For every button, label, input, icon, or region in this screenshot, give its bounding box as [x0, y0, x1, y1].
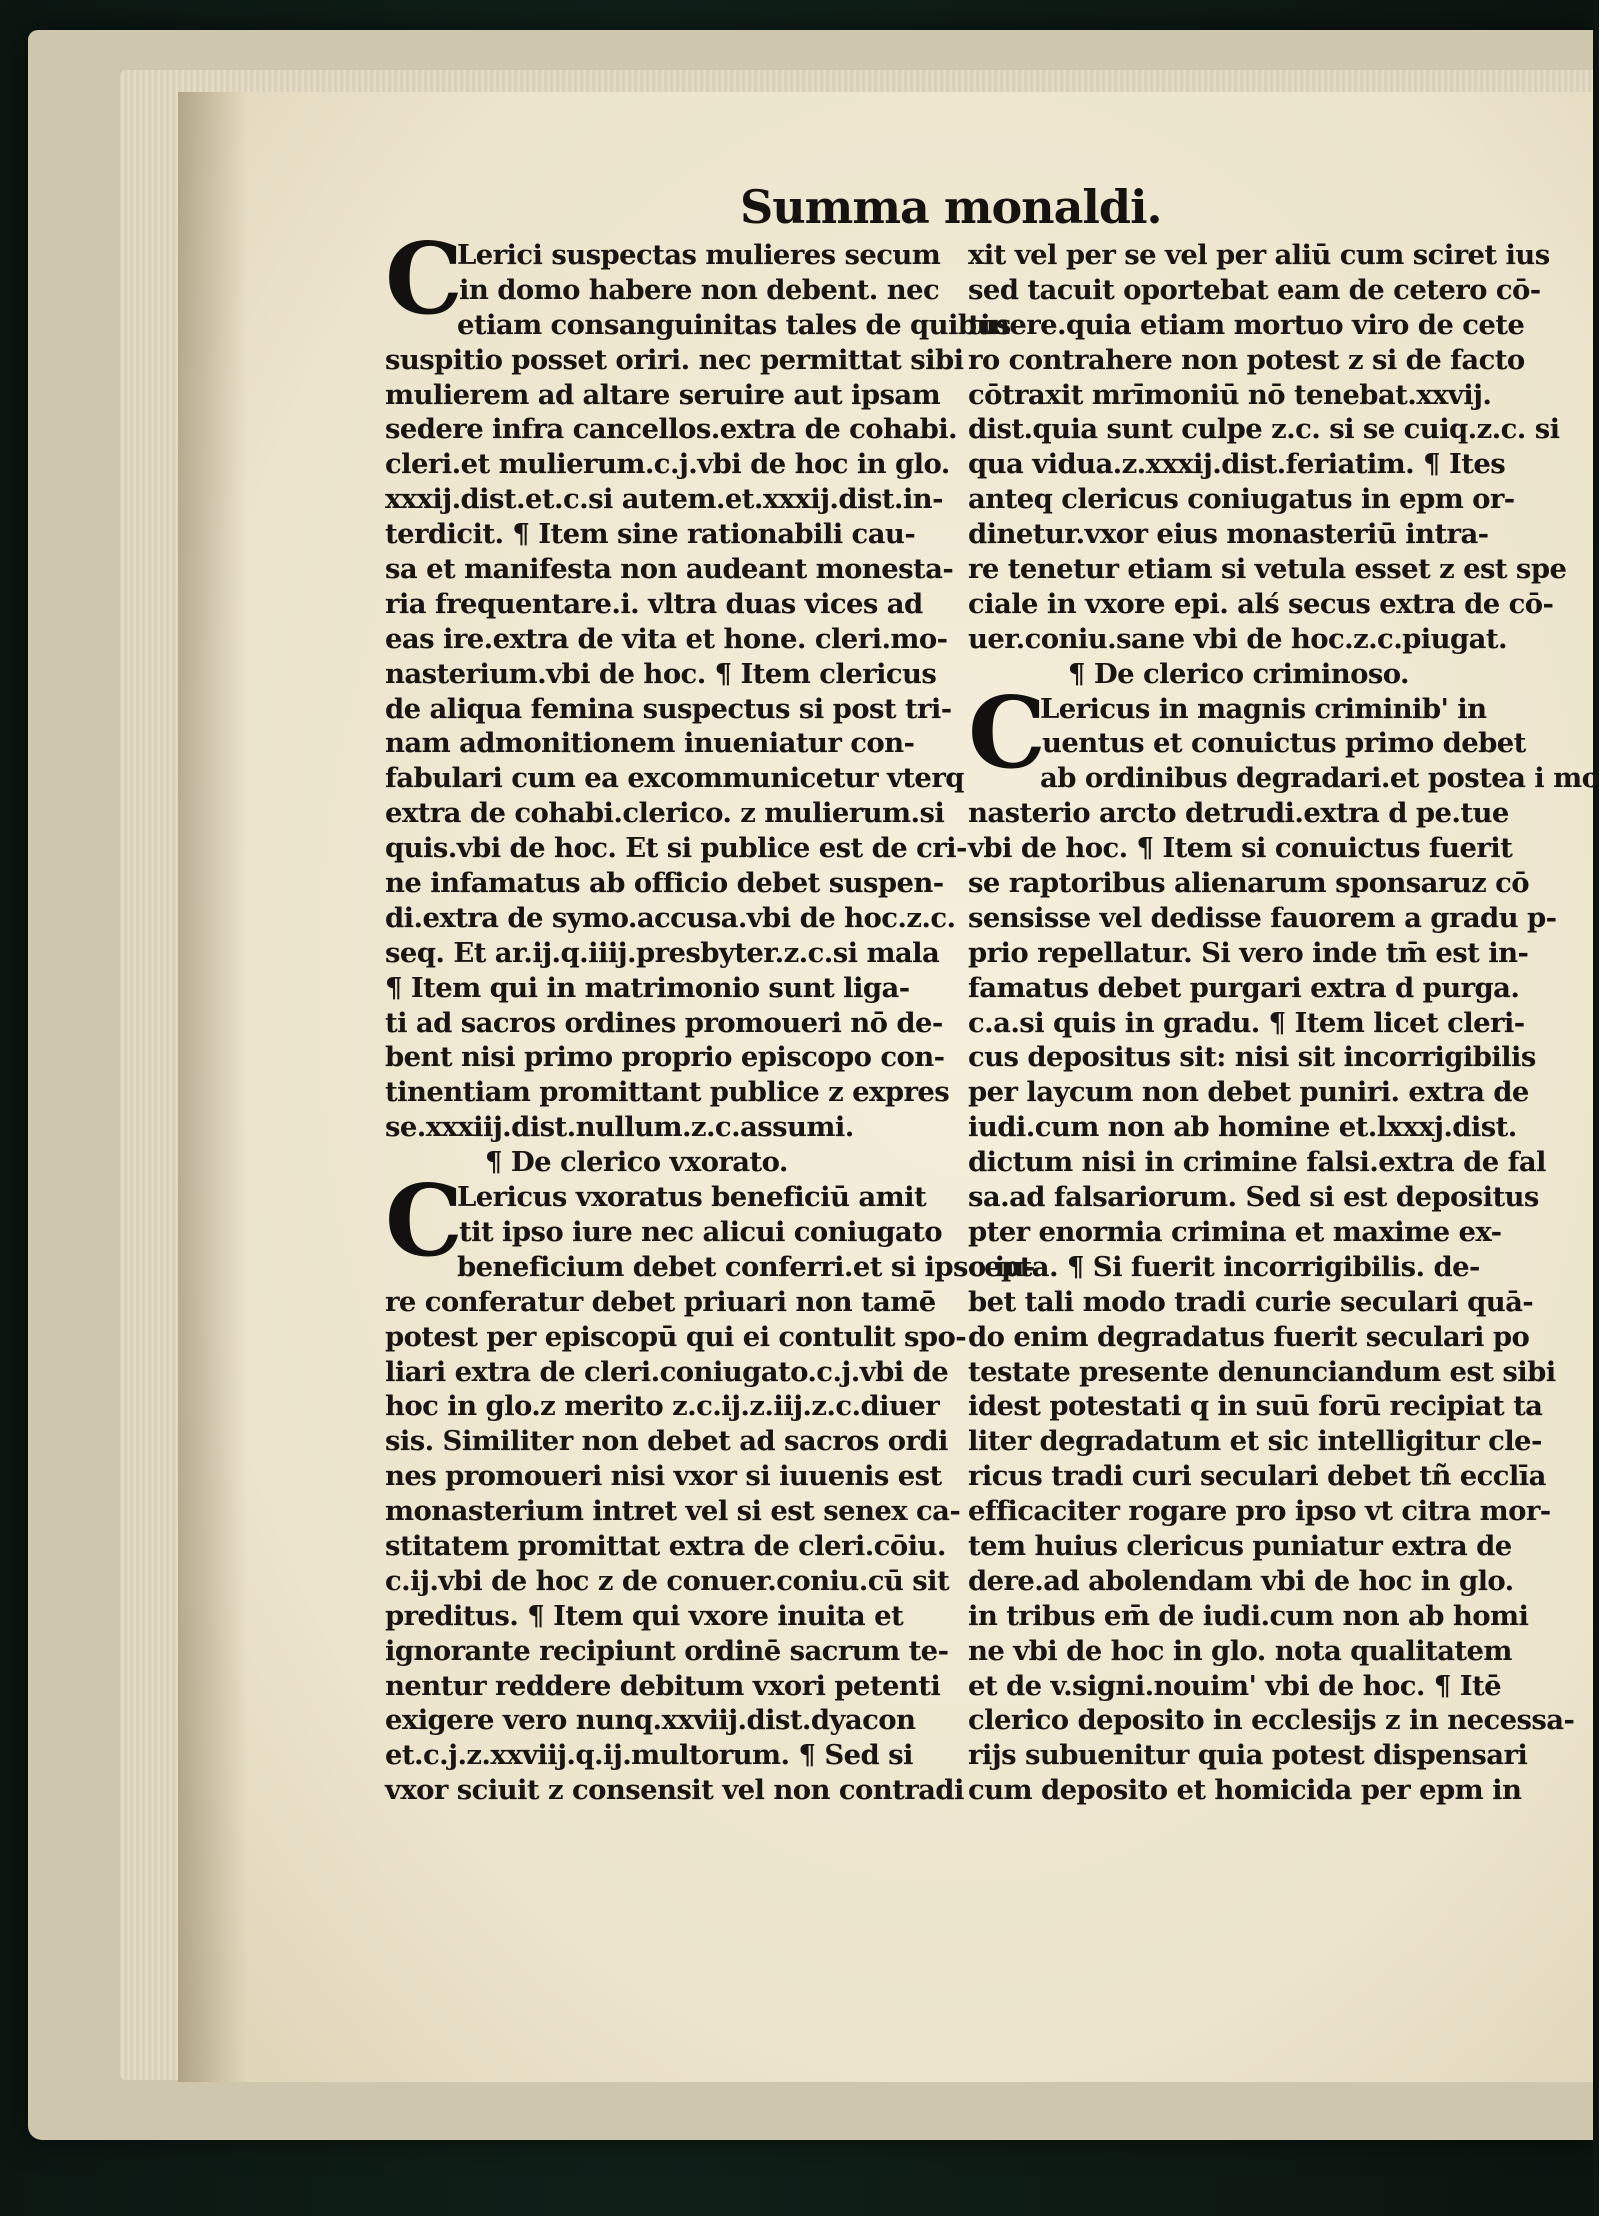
- line-text: tem huius clericus puniatur extra de: [968, 1529, 1512, 1562]
- text-line: [968, 1529, 1533, 1564]
- line-text: ciale in vxore epi. alś secus extra de cō-: [968, 587, 1554, 620]
- text-line: [385, 1285, 950, 1320]
- drop-initial: C: [385, 1164, 463, 1280]
- line-text: di.extra de symo.accusa.vbi de hoc.z.c.: [385, 901, 956, 934]
- text-line: [968, 831, 1533, 866]
- line-text: terdicit. ¶ Item sine rationabili cau-: [385, 518, 916, 551]
- text-line: [968, 761, 1599, 796]
- line-text: mulierem ad altare seruire aut ipsam: [385, 378, 941, 411]
- line-text: Lericus in magnis criminib' in: [1040, 692, 1487, 725]
- text-line: [968, 238, 1550, 273]
- line-text: potest per episcopū qui ei contulit spo-: [385, 1320, 967, 1353]
- section-heading: [968, 657, 1533, 692]
- line-text: tinere.quia etiam mortuo viro de cete: [968, 308, 1525, 341]
- text-line: [385, 1773, 964, 1808]
- line-text: per laycum non debet puniri. extra de: [968, 1076, 1529, 1109]
- line-text: liter degradatum et sic intelligitur cle-: [968, 1425, 1542, 1458]
- text-line: [385, 1738, 950, 1773]
- text-line: [968, 1075, 1533, 1110]
- text-line: [968, 971, 1533, 1006]
- line-text: nes promoueri nisi vxor si iuuenis est: [385, 1460, 942, 1493]
- text-line: [968, 378, 1533, 413]
- text-line: [385, 1599, 950, 1634]
- line-text: nentur reddere debitum vxori petenti: [385, 1669, 941, 1702]
- line-text: tinentiam promittant publice z expres: [385, 1076, 950, 1109]
- line-text: rijs subuenitur quia potest dispensari: [968, 1739, 1528, 1772]
- text-line: [385, 1634, 950, 1669]
- text-line: [385, 692, 950, 727]
- text-line: [385, 657, 950, 692]
- text-line: [385, 552, 954, 587]
- text-line: [968, 587, 1554, 622]
- text-line: [968, 1738, 1533, 1773]
- text-line: [968, 1355, 1556, 1390]
- line-text: nasterio arcto detrudi.extra d pe.tue: [968, 797, 1509, 830]
- text-line: [385, 587, 950, 622]
- line-text: prio repellatur. Si vero inde tm̄ est in-: [968, 936, 1529, 969]
- text-line: [385, 447, 950, 482]
- text-line: [385, 622, 950, 657]
- text-line: [968, 1006, 1533, 1041]
- line-text: testate presente denunciandum est sibi: [968, 1355, 1556, 1388]
- line-text: sa et manifesta non audeant monesta-: [385, 553, 954, 586]
- drop-initial: C: [385, 222, 463, 337]
- text-line: [968, 901, 1557, 936]
- line-text: ¶ Item qui in matrimonio sunt liga-: [385, 971, 910, 1004]
- line-text: vbi de hoc. ¶ Item si conuictus fuerit: [968, 832, 1513, 865]
- line-text: cus depositus sit: nisi sit incorrigibilis: [968, 1041, 1536, 1074]
- line-text: ab ordinibus degradari.et postea i mo: [1040, 762, 1599, 795]
- text-line: [385, 1494, 961, 1529]
- text-line: [385, 1424, 950, 1459]
- text-line: [385, 412, 958, 447]
- text-line: [385, 1215, 950, 1250]
- text-line: [968, 517, 1533, 552]
- line-text: ro contrahere non potest z si de facto: [968, 343, 1525, 376]
- line-text: dictum nisi in crimine falsi.extra de fal: [968, 1146, 1546, 1179]
- text-line: [968, 1215, 1533, 1250]
- text-line: [968, 1773, 1533, 1808]
- line-text: anteq clericus coniugatus in epm or-: [968, 483, 1515, 516]
- text-line: [968, 1424, 1542, 1459]
- line-text: in tribus em̄ de iudi.cum non ab homi: [968, 1599, 1529, 1632]
- line-text: etiam consanguinitas tales de quibus: [457, 308, 1011, 341]
- line-text: ¶ De clerico vxorato.: [485, 1146, 788, 1179]
- line-text: clerico deposito in ecclesijs z in necessa-: [968, 1704, 1575, 1737]
- line-text: uentus et conuictus primo debet: [1042, 727, 1526, 760]
- line-text: stitatem promittat extra de cleri.cōiu.: [385, 1529, 946, 1562]
- line-text: sed tacuit oportebat eam de cetero cō-: [968, 273, 1541, 306]
- line-text: bet tali modo tradi curie seculari quā-: [968, 1285, 1534, 1318]
- text-line: [385, 936, 950, 971]
- line-text: beneficium debet conferri.et si ipso iu-: [457, 1250, 1035, 1283]
- line-text: nam admonitionem inueniatur con-: [385, 727, 915, 760]
- right-text-column: [968, 238, 1599, 1808]
- line-text: preditus. ¶ Item qui vxore inuita et: [385, 1599, 904, 1632]
- text-line: [385, 831, 967, 866]
- drop-initial: C: [968, 675, 1046, 791]
- text-line: [968, 343, 1533, 378]
- text-line: [385, 1355, 950, 1390]
- text-line: [968, 866, 1533, 901]
- gutter-shadow: [178, 92, 248, 2082]
- line-text: et de v.signi.nouim' vbi de hoc. ¶ Itē: [968, 1669, 1501, 1702]
- line-text: xit vel per se vel per aliū cum sciret ius: [968, 239, 1550, 271]
- text-line: [385, 901, 956, 936]
- line-text: re conferatur debet priuari non tamē: [385, 1285, 936, 1318]
- text-line: [385, 1529, 950, 1564]
- text-line: [968, 1599, 1533, 1634]
- text-line: [968, 1040, 1536, 1075]
- line-text: monasterium intret vel si est senex ca-: [385, 1495, 961, 1528]
- line-text: liari extra de cleri.coniugato.c.j.vbi de: [385, 1355, 949, 1388]
- line-text: seq. Et ar.ij.q.iiij.presbyter.z.c.si mala: [385, 936, 940, 969]
- text-line: [385, 378, 950, 413]
- text-line: [385, 1389, 950, 1424]
- text-line: [968, 412, 1560, 447]
- line-text: ignorante recipiunt ordinē sacrum te-: [385, 1634, 949, 1667]
- line-text: ti ad sacros ordines promoueri nō de-: [385, 1006, 943, 1039]
- text-line: [968, 273, 1541, 308]
- line-text: hoc in glo.z merito z.c.ij.z.iij.z.c.diuer: [385, 1390, 940, 1423]
- line-text: et.c.j.z.xxviij.q.ij.multorum. ¶ Sed si: [385, 1739, 913, 1772]
- line-text: Lericus vxoratus beneficiū amit: [457, 1181, 927, 1214]
- text-line: [968, 1180, 1539, 1215]
- line-text: in domo habere non debent. nec: [459, 273, 940, 306]
- line-text: se.xxxiij.dist.nullum.z.c.assumi.: [385, 1111, 854, 1144]
- line-text: cum deposito et homicida per epm in: [968, 1774, 1522, 1807]
- line-text: dere.ad abolendam vbi de hoc in glo.: [968, 1564, 1514, 1597]
- line-text: efficaciter rogare pro ipso vt citra mor-: [968, 1495, 1551, 1528]
- text-line: [385, 482, 950, 517]
- text-line: [968, 1634, 1533, 1669]
- line-text: nasterium.vbi de hoc. ¶ Item clericus: [385, 657, 937, 690]
- line-text: ne infamatus ab officio debet suspen-: [385, 867, 944, 900]
- line-text: re tenetur etiam si vetula esset z est spe: [968, 553, 1567, 586]
- text-line: [968, 1110, 1533, 1145]
- line-text: ne vbi de hoc in glo. nota qualitatem: [968, 1634, 1512, 1667]
- text-line: [385, 1040, 950, 1075]
- line-text: iudi.cum non ab homine et.lxxxj.dist.: [968, 1111, 1517, 1144]
- line-text: extra de cohabi.clerico. z mulierum.si: [385, 797, 945, 830]
- text-line: [385, 273, 950, 308]
- line-text: quis.vbi de hoc. Et si publice est de cri-: [385, 832, 967, 865]
- text-line: [385, 726, 950, 761]
- line-text: exigere vero nunq.xxviij.dist.dyacon: [385, 1704, 916, 1737]
- text-line: [385, 796, 950, 831]
- line-text: sedere infra cancellos.extra de cohabi.: [385, 413, 958, 446]
- text-line: [968, 936, 1533, 971]
- text-line: [968, 1494, 1551, 1529]
- line-text: qua vidua.z.xxxij.dist.feriatim. ¶ Ites: [968, 448, 1506, 481]
- running-head: Summa monaldi.: [740, 180, 1162, 234]
- line-text: bent nisi primo proprio episcopo con-: [385, 1041, 945, 1074]
- line-text: cōtraxit mrīmoniū nō tenebat.xxvij.: [968, 378, 1492, 411]
- line-text: pter enormia crimina et maxime ex-: [968, 1215, 1502, 1248]
- text-line: [968, 1250, 1533, 1285]
- text-line: [385, 1075, 950, 1110]
- line-text: c.ij.vbi de hoc z de conuer.coniu.cū sit: [385, 1564, 950, 1597]
- text-line: [968, 482, 1533, 517]
- text-line: [385, 1110, 950, 1145]
- text-line: [385, 761, 964, 796]
- line-text: tit ipso iure nec alicui coniugato: [459, 1215, 942, 1248]
- line-text: cleri.et mulierum.c.j.vbi de hoc in glo.: [385, 448, 950, 481]
- line-text: c.a.si quis in gradu. ¶ Item licet cleri-: [968, 1006, 1525, 1039]
- text-line: [968, 308, 1533, 343]
- line-text: ria frequentare.i. vltra duas vices ad: [385, 587, 923, 620]
- text-line: [385, 308, 1011, 343]
- line-text: suspitio posset oriri. nec permittat sibi: [385, 343, 964, 376]
- text-line: [968, 1285, 1533, 1320]
- text-line: [968, 796, 1533, 831]
- line-text: ricus tradi curi seculari debet tñ ecclīa: [968, 1460, 1546, 1493]
- line-text: de aliqua femina suspectus si post tri-: [385, 692, 952, 725]
- line-text: sensisse vel dedisse fauorem a gradu p-: [968, 901, 1557, 934]
- section-heading: [385, 1145, 950, 1180]
- text-line: [968, 1669, 1533, 1704]
- text-line: [968, 1320, 1533, 1355]
- text-line: [968, 552, 1567, 587]
- line-text: famatus debet purgari extra d purga.: [968, 971, 1520, 1004]
- line-text: xxxij.dist.et.c.si autem.et.xxxij.dist.in-: [385, 483, 943, 516]
- text-line: [968, 1564, 1533, 1599]
- text-line: [385, 1250, 1035, 1285]
- text-line: [385, 1006, 950, 1041]
- text-line: [385, 866, 950, 901]
- line-text: ¶ De clerico criminoso.: [1068, 657, 1409, 690]
- text-line: [385, 1459, 950, 1494]
- text-line: [968, 1459, 1546, 1494]
- text-line: [385, 1564, 950, 1599]
- line-text: idest potestati q in suū forū recipiat ta: [968, 1390, 1543, 1423]
- text-line: [968, 726, 1533, 761]
- line-text: vxor sciuit z consensit vel non contradi: [385, 1774, 964, 1807]
- line-text: se raptoribus alienarum sponsaruz cō: [968, 867, 1530, 900]
- line-text: dinetur.vxor eius monasteriū intra-: [968, 518, 1489, 551]
- text-line: [968, 1145, 1546, 1180]
- text-line: [385, 1703, 950, 1738]
- line-text: do enim degradatus fuerit seculari po: [968, 1320, 1530, 1353]
- line-text: dist.quia sunt culpe z.c. si se cuiq.z.c. si: [968, 413, 1560, 446]
- text-line: [968, 1389, 1543, 1424]
- text-line: [385, 971, 950, 1006]
- text-line: [385, 517, 950, 552]
- line-text: eas ire.extra de vita et hone. cleri.mo-: [385, 622, 948, 655]
- text-line: [385, 1320, 967, 1355]
- line-text: sis. Similiter non debet ad sacros ordi: [385, 1425, 948, 1458]
- line-text: uer.coniu.sane vbi de hoc.z.c.piugat.: [968, 622, 1507, 655]
- text-line: [385, 1669, 950, 1704]
- left-text-column: [385, 222, 1035, 1808]
- line-text: fabulari cum ea excommunicetur vterq: [385, 762, 964, 795]
- line-text: Lerici suspectas mulieres secum: [457, 239, 941, 271]
- line-text: sa.ad falsariorum. Sed si est depositus: [968, 1181, 1539, 1214]
- text-line: [968, 1703, 1575, 1738]
- text-line: [385, 343, 964, 378]
- line-text: cepta. ¶ Si fuerit incorrigibilis. de-: [968, 1250, 1480, 1283]
- text-line: [968, 447, 1533, 482]
- text-line: [968, 622, 1533, 657]
